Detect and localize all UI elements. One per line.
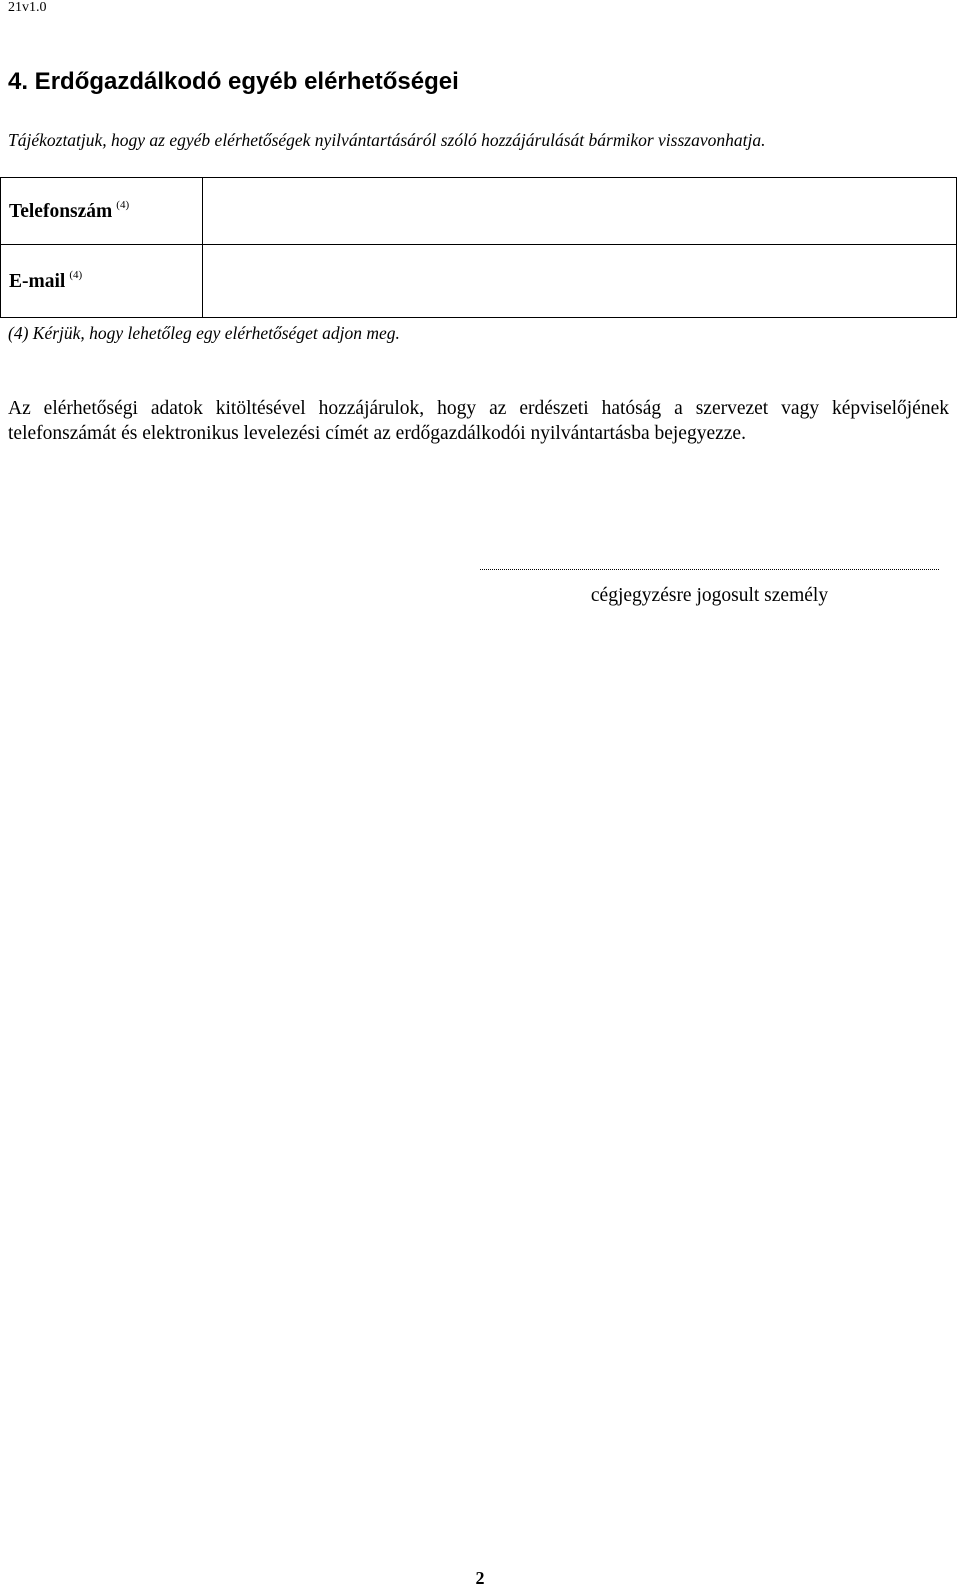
email-footnote-ref: (4) bbox=[69, 269, 83, 281]
phone-field[interactable] bbox=[203, 178, 957, 245]
email-label-cell bbox=[1, 245, 203, 318]
signature-line bbox=[480, 569, 939, 570]
phone-label-cell bbox=[1, 178, 203, 245]
signature-label: cégjegyzésre jogosult személy bbox=[590, 585, 829, 606]
phone-row bbox=[1, 178, 957, 245]
phone-footnote-ref: (4) bbox=[116, 199, 130, 211]
consent-statement: Az elérhetőségi adatok kitöltésével hozzájárulok, hogy az erdészeti hatóság a szervezet vagy képviselőjének telefonszámát és elektronikus levelezési címét az erdőgazdálkodói nyilvántartásba bejegyezze. bbox=[8, 398, 949, 444]
footnote: (4) Kérjük, hogy lehetőleg egy elérhetőséget adjon meg. bbox=[8, 323, 400, 343]
form-version: 21v1.0 bbox=[8, 0, 47, 15]
page-number: 2 bbox=[475, 1568, 485, 1588]
email-row bbox=[1, 245, 957, 318]
intro-notice: Tájékoztatjuk, hogy az egyéb elérhetőségek nyilvántartásáról szóló hozzájárulását bármikor visszavonhatja. bbox=[8, 130, 766, 150]
contact-table bbox=[0, 177, 957, 318]
email-field[interactable] bbox=[203, 245, 957, 318]
section-title: 4. Erdőgazdálkodó egyéb elérhetőségei bbox=[8, 68, 459, 95]
phone-label: Telefonszám bbox=[9, 201, 113, 222]
email-label: E-mail bbox=[9, 271, 66, 292]
